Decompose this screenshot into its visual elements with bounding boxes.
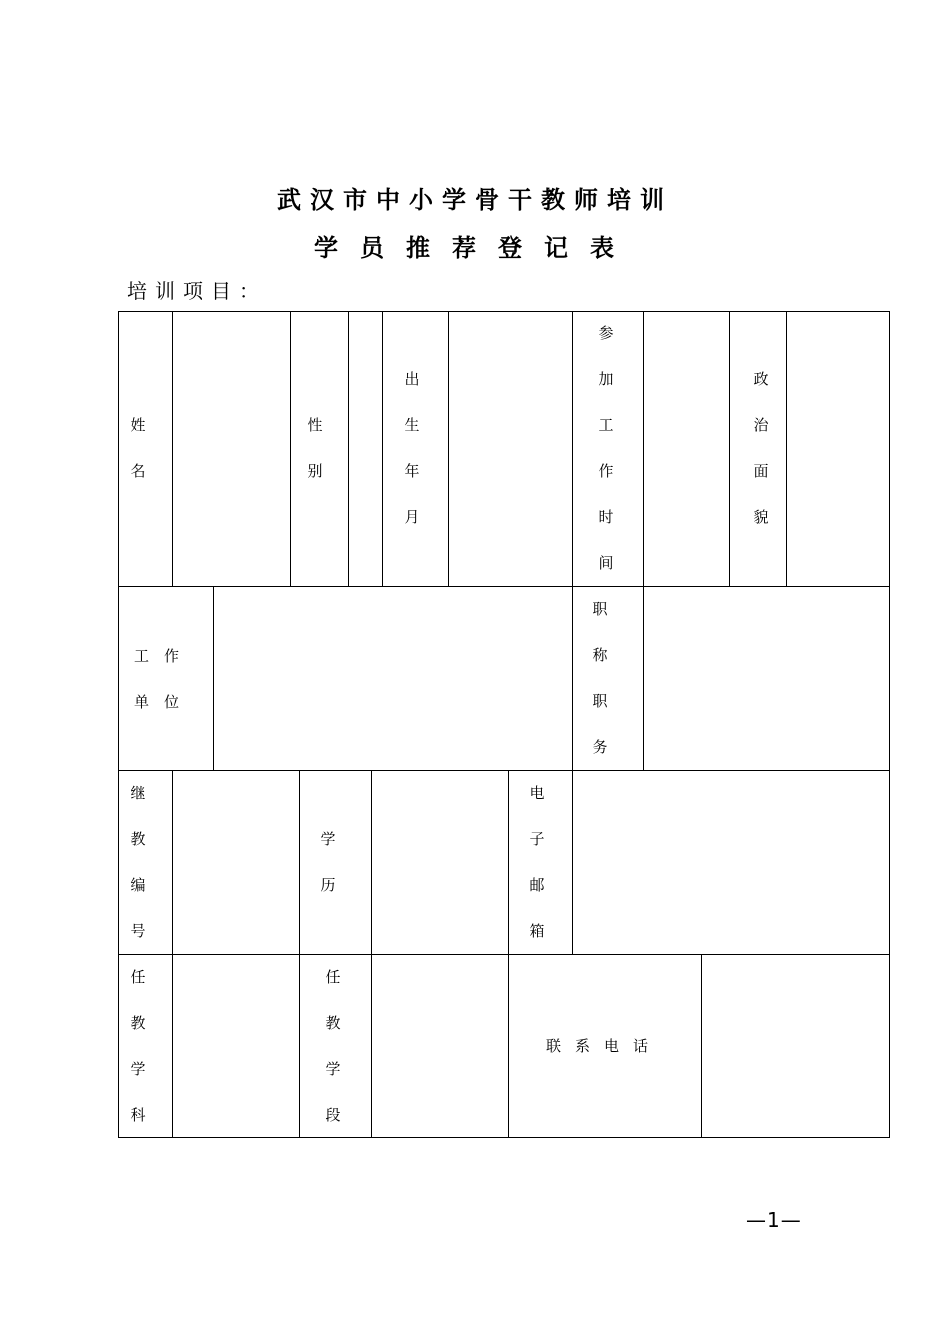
name-value-cell[interactable] (172, 311, 291, 587)
title-position-label: 职 称 职 务 (592, 600, 608, 756)
work-unit-value-cell[interactable] (213, 586, 573, 771)
subject-label: 任 教 学 科 (130, 968, 146, 1124)
stage-label: 任 教 学 段 (325, 968, 341, 1124)
work-unit-label-cell (118, 586, 214, 771)
education-value-cell[interactable] (371, 770, 509, 955)
work-unit-label-line1: 工作 (134, 647, 195, 665)
gender-value-cell[interactable] (348, 311, 383, 587)
education-label: 学 历 (320, 830, 336, 894)
stage-value-cell[interactable] (371, 954, 509, 1138)
birth-value-cell[interactable] (448, 311, 573, 587)
cont-edu-no-label: 继 教 编 号 (130, 784, 146, 940)
page-number: —1— (746, 1208, 802, 1232)
email-label: 电 子 邮 箱 (529, 784, 545, 940)
email-value-cell[interactable] (572, 770, 890, 955)
name-label: 姓 名 (130, 416, 146, 480)
work-start-value-cell[interactable] (643, 311, 730, 587)
work-start-label: 参 加 工 作 时 间 (598, 324, 614, 572)
political-value-cell[interactable] (786, 311, 890, 587)
phone-value-cell[interactable] (701, 954, 890, 1138)
subject-value-cell[interactable] (172, 954, 300, 1138)
work-unit-label-line2: 单位 (134, 693, 195, 711)
political-label: 政 治 面 貌 (753, 370, 769, 526)
form-title-line1: 武汉市中小学骨干教师培训 (277, 186, 673, 214)
phone-label: 联系电话 (546, 1037, 663, 1055)
cont-edu-no-value-cell[interactable] (172, 770, 300, 955)
training-project-label: 培训项目： (127, 279, 267, 303)
birth-label: 出 生 年 月 (404, 370, 420, 526)
title-position-value-cell[interactable] (643, 586, 890, 771)
gender-label: 性 别 (307, 416, 323, 480)
form-title-line2: 学员推荐登记表 (314, 234, 636, 262)
